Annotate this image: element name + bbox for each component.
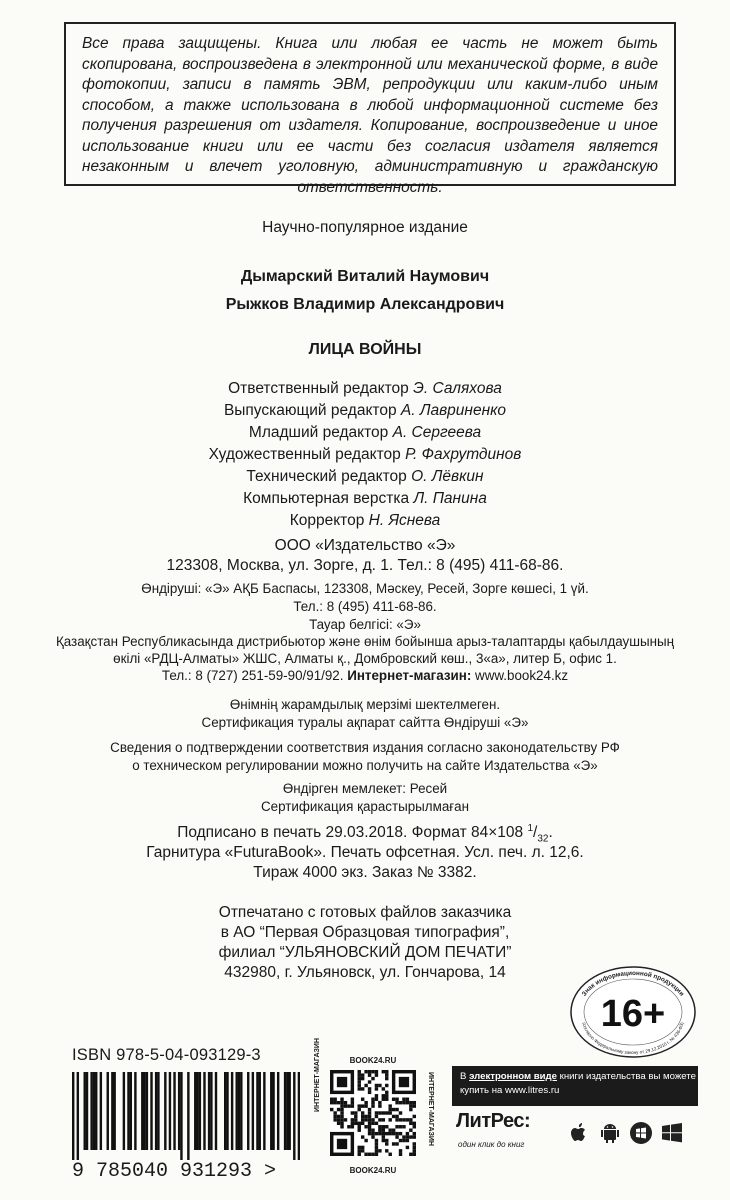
windows-phone-icon (628, 1120, 654, 1146)
validity-line-2: Сертификация туралы ақпарат сайтта Өндіруші «Э» (201, 715, 529, 730)
printer-line-2: в АО “Первая Образцовая типография”, (220, 924, 510, 941)
origin-line-1: Өндірген мемлекет: Ресей (282, 781, 448, 796)
printer-line-4: 432980, г. Ульяновск, ул. Гончарова, 14 (224, 964, 506, 981)
credit-line (0, 380, 730, 398)
credit-role: Выпускающий редактор (223, 402, 397, 419)
credit-name: Л. Панина (413, 490, 487, 507)
apple-icon (566, 1120, 592, 1146)
barcode-area (72, 1046, 302, 1186)
printer-line-3: филиал “УЛЬЯНОВСКИЙ ДОМ ПЕЧАТИ” (218, 944, 512, 961)
litres-banner[interactable] (452, 1066, 698, 1106)
credit-name: А. Сергеева (392, 424, 482, 441)
windows-icon (659, 1120, 685, 1146)
credit-role: Технический редактор (246, 468, 407, 485)
author-1: Дымарский Виталий Наумович (240, 268, 490, 285)
format-denominator: 32 (537, 833, 549, 845)
litres-banner-line-2: купить на www.litres.ru (460, 1085, 560, 1096)
publisher-name: ООО «Издательство «Э» (274, 537, 456, 554)
litres-tagline: один клик до книг (458, 1140, 525, 1149)
credit-name: Р. Фахрутдинов (405, 446, 522, 463)
age-badge-arc-bottom: (согласно Федеральному закону от 29.12.2010 г. № 436-ФЗ) (581, 1021, 685, 1056)
conformity-line-1: Сведения о подтверждении соответствия издания согласно законодательству РФ (110, 740, 620, 755)
barcode-digits: 9 785040 931293 > (72, 1160, 277, 1183)
qr-side-label-left: ИНТЕРНЕТ-МАГАЗИН (314, 1038, 321, 1112)
format-end: . (548, 824, 553, 842)
qr-side-label-right: ИНТЕРНЕТ-МАГАЗИН (427, 1072, 434, 1146)
credit-role: Художественный редактор (208, 446, 401, 463)
credit-line (0, 490, 730, 508)
qr-code-block[interactable] (314, 1038, 434, 1182)
kz-trademark: Тауар белгісі: «Э» (309, 617, 421, 632)
litres-banner-text-a: В (460, 1071, 470, 1082)
credit-line (0, 402, 730, 420)
credit-role: Ответственный редактор (228, 380, 409, 397)
credit-name: Э. Саляхова (413, 380, 502, 397)
credit-line (0, 512, 730, 530)
printer-line-1: Отпечатано с готовых файлов заказчика (218, 904, 512, 921)
publisher-address: 123308, Москва, ул. Зорге, д. 1. Тел.: 8 (495) 411-68-86. (166, 557, 564, 574)
isbn: ISBN 978-5-04-093129-3 (72, 1046, 261, 1064)
book-title: ЛИЦА ВОЙНЫ (308, 341, 422, 358)
credit-role: Компьютерная верстка (243, 490, 410, 507)
credit-role: Корректор (289, 512, 365, 529)
origin-line-2: Сертификация қарастырылмаған (260, 799, 470, 814)
author-2: Рыжков Владимир Александрович (225, 296, 505, 313)
age-rating-badge (570, 966, 696, 1058)
rights-notice-text: Все права защищены. Книга или любая ее часть не может быть скопирована, воспроизведена в электронной или механической форме, в виде фотокопии, записи в память ЭВМ, репродукции или каким-либо иным способом, а также использована в любой информационной системе без получения разрешения от издателя. Копирование, воспроизведение и иное использование книги или ее части без согласия издателя является незаконным и влечет уголовную, административную и гражданскую ответственность. (82, 35, 658, 196)
print-signed-text: Подписано в печать 29.03.2018. Формат 84×108 (177, 824, 524, 842)
qr-code[interactable] (330, 1070, 416, 1156)
validity-line-1: Өнімнің жарамдылық мерзімі шектелмеген. (229, 697, 501, 712)
credit-name: О. Лёвкин (411, 468, 484, 485)
kz-shop-url: www.book24.kz (475, 668, 569, 683)
kz-contacts (0, 668, 730, 683)
credit-role: Младший редактор (248, 424, 389, 441)
credit-name: А. Лавриненко (400, 402, 507, 419)
credit-line (0, 468, 730, 486)
print-typeface: Гарнитура «FuturaBook». Печать офсетная. Усл. печ. л. 12,6. (146, 844, 584, 861)
rights-notice-box (64, 22, 676, 196)
litres-banner-highlight: электронном виде (469, 1071, 557, 1082)
format-numerator: 1 (527, 823, 534, 834)
credit-line (0, 446, 730, 464)
android-icon (597, 1120, 623, 1146)
litres-banner-text-c: книги издательства вы можете (556, 1071, 696, 1082)
kz-shop-label: Интернет-магазин: (347, 668, 472, 683)
ean-barcode (72, 1072, 300, 1160)
kz-distributor-2: өкілі «РДЦ-Алматы» ЖШС, Алматы қ., Домбровский көш., 3«а», литер Б, офис 1. (113, 651, 617, 666)
kz-producer: Өндіруші: «Э» АҚБ Баспасы, 123308, Мәскеу, Ресей, Зорге көшесі, 1 үй. (141, 581, 589, 596)
litres-logo: ЛитРес: (456, 1110, 531, 1132)
kz-contact-tel: Тел.: 8 (727) 251-59-90/91/92. (161, 668, 344, 683)
qr-label-top: BOOK24.RU (349, 1056, 397, 1065)
qr-label-bottom: BOOK24.RU (349, 1166, 397, 1175)
age-rating: 16+ (600, 993, 666, 1035)
credit-line (0, 424, 730, 442)
credit-name: Н. Яснева (368, 512, 441, 529)
litres-banner-line-1 (460, 1070, 696, 1084)
kz-distributor-1: Қазақстан Республикасында дистрибьютор және өнім бойынша арыз-талаптарды қабылдаушының (55, 634, 675, 649)
age-badge-arc-top: Знак информационной продукции (580, 969, 686, 998)
print-signed: Подписано в печать 29.03.2018. Формат 84×108 $^1/_{32}$. (177, 823, 553, 845)
age-badge-graphic (570, 966, 696, 1058)
edition-type: Научно-популярное издание (262, 219, 468, 236)
conformity-line-2: о техническом регулировании можно получить на сайте Издательства «Э» (132, 758, 598, 773)
kz-phone: Тел.: 8 (495) 411-68-86. (293, 599, 437, 614)
print-run: Тираж 4000 экз. Заказ № 3382. (253, 864, 477, 881)
